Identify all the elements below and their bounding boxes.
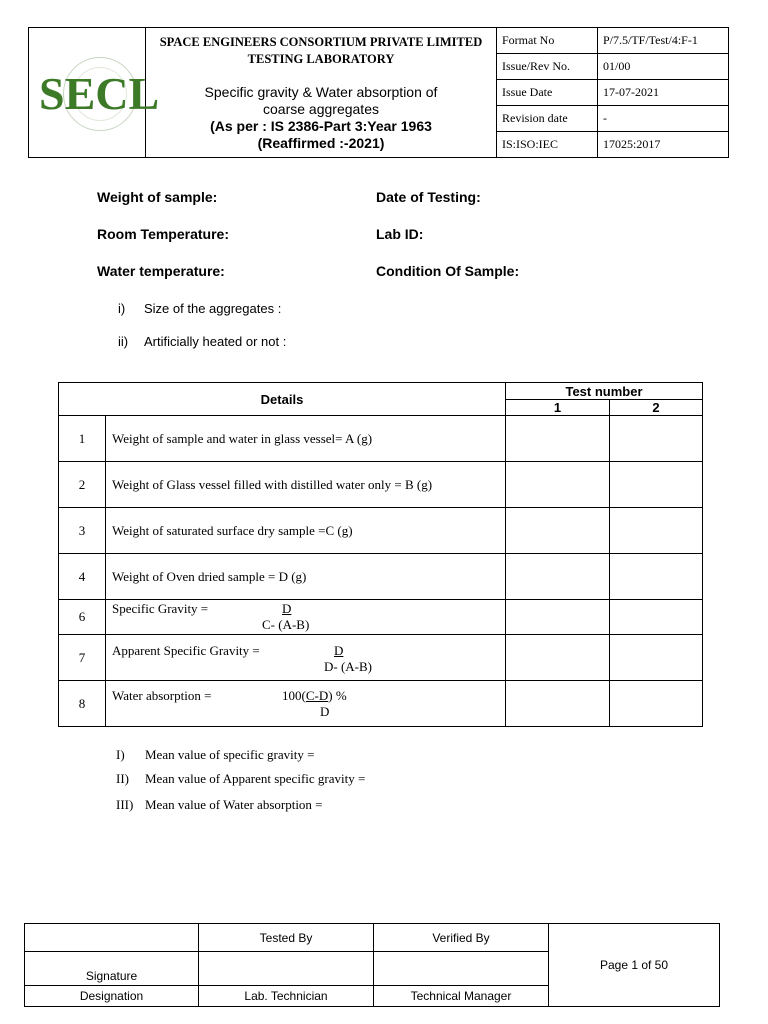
doc-title-line1: Specific gravity & Water absorption of <box>204 84 438 100</box>
verified-by-header: Verified By <box>374 924 549 952</box>
test-number-header: Test number <box>506 383 703 400</box>
water-temperature-label: Water temperature: <box>97 263 225 279</box>
doc-title-line2: coarse aggregates <box>263 101 379 117</box>
test2-cell[interactable] <box>610 508 703 554</box>
formula-denominator: D- (A-B) <box>324 658 373 674</box>
question-text: Size of the aggregates : <box>144 301 282 316</box>
row-number: 6 <box>59 600 106 635</box>
row-detail <box>106 681 506 727</box>
meta-key: Format No <box>497 28 598 54</box>
test-col-header: 2 <box>610 400 703 416</box>
lab-technician-label: Lab. Technician <box>199 986 374 1007</box>
formula-denominator: C- (A-B) <box>262 616 310 632</box>
formula-numerator: D <box>334 642 344 658</box>
row-detail: Weight of saturated surface dry sample =C (g) <box>106 508 506 554</box>
row-number: 3 <box>59 508 106 554</box>
doc-title-line4: (Reaffirmed :-2021) <box>257 135 385 151</box>
test2-cell[interactable] <box>610 554 703 600</box>
row-detail: Weight of Oven dried sample = D (g) <box>106 554 506 600</box>
test1-cell[interactable] <box>506 416 610 462</box>
verified-by-signature-cell[interactable] <box>374 952 549 986</box>
tested-by-header: Tested By <box>199 924 374 952</box>
secl-logo <box>33 53 160 133</box>
meta-key: Issue/Rev No. <box>497 54 598 80</box>
mean-num: I) <box>116 747 125 762</box>
mean-text: Mean value of Apparent specific gravity = <box>145 771 366 786</box>
doc-title-line3: (As per : IS 2386-Part 3:Year 1963 <box>210 118 432 134</box>
question-num: i) <box>118 301 126 316</box>
meta-value: P/7.5/TF/Test/4:F-1 <box>598 28 729 54</box>
table-row <box>59 416 703 462</box>
company-name: SPACE ENGINEERS CONSORTIUM PRIVATE LIMITED <box>159 35 483 49</box>
mean-text: Mean value of Water absorption = <box>145 797 323 812</box>
formula-denominator: D <box>320 703 330 719</box>
test2-cell[interactable] <box>610 416 703 462</box>
test1-cell[interactable] <box>506 600 610 635</box>
formula-label: Water absorption = <box>112 687 212 703</box>
table-row <box>59 554 703 600</box>
test2-cell[interactable] <box>610 681 703 727</box>
test1-cell[interactable] <box>506 635 610 681</box>
weight-of-sample-label: Weight of sample: <box>97 189 218 205</box>
details-header: Details <box>59 383 506 416</box>
table-row <box>59 600 703 635</box>
meta-key: IS:ISO:IEC <box>497 132 598 158</box>
document-header <box>28 27 729 158</box>
technical-manager-label: Technical Manager <box>374 986 549 1007</box>
question-num: ii) <box>118 334 129 349</box>
table-row <box>59 635 703 681</box>
room-temperature-label: Room Temperature: <box>97 226 229 242</box>
lab-name: TESTING LABORATORY <box>247 52 395 66</box>
tested-by-signature-cell[interactable] <box>199 952 374 986</box>
row-number: 2 <box>59 462 106 508</box>
row-number: 8 <box>59 681 106 727</box>
blank-cell <box>25 924 199 952</box>
test1-cell[interactable] <box>506 681 610 727</box>
row-detail <box>106 600 506 635</box>
question-text: Artificially heated or not : <box>144 334 287 349</box>
formula-label: Apparent Specific Gravity = <box>112 642 260 658</box>
row-number: 1 <box>59 416 106 462</box>
table-row <box>59 508 703 554</box>
test-table <box>58 382 703 727</box>
test-col-header: 1 <box>506 400 610 416</box>
row-detail: Weight of sample and water in glass vessel= A (g) <box>106 416 506 462</box>
row-detail <box>106 635 506 681</box>
test1-cell[interactable] <box>506 554 610 600</box>
meta-value: - <box>598 106 729 132</box>
row-detail: Weight of Glass vessel filled with distilled water only = B (g) <box>106 462 506 508</box>
meta-value: 01/00 <box>598 54 729 80</box>
meta-value: 17025:2017 <box>598 132 729 158</box>
test2-cell[interactable] <box>610 600 703 635</box>
date-of-testing-label: Date of Testing: <box>376 189 481 205</box>
mean-num: II) <box>116 771 129 786</box>
page-number: Page 1 of 50 <box>549 924 720 1007</box>
test2-cell[interactable] <box>610 462 703 508</box>
meta-key: Revision date <box>497 106 598 132</box>
mean-text: Mean value of specific gravity = <box>145 747 315 762</box>
table-row <box>59 462 703 508</box>
test2-cell[interactable] <box>610 635 703 681</box>
mean-num: III) <box>116 797 134 812</box>
row-number: 4 <box>59 554 106 600</box>
title-cell <box>146 28 497 158</box>
formula-numerator: 100(C-D) % <box>282 687 347 703</box>
lab-id-label: Lab ID: <box>376 226 424 242</box>
condition-of-sample-label: Condition Of Sample: <box>376 263 520 279</box>
logo-text: SECL <box>39 67 160 119</box>
formula-numerator: D <box>282 600 292 616</box>
test1-cell[interactable] <box>506 462 610 508</box>
meta-value: 17-07-2021 <box>598 80 729 106</box>
meta-key: Issue Date <box>497 80 598 106</box>
test1-cell[interactable] <box>506 508 610 554</box>
signature-table <box>24 923 720 1007</box>
signature-label: Signature <box>25 952 199 986</box>
row-number: 7 <box>59 635 106 681</box>
formula-label: Specific Gravity = <box>112 600 209 616</box>
logo-cell <box>29 28 160 158</box>
designation-label: Designation <box>25 986 199 1007</box>
table-row <box>59 681 703 727</box>
